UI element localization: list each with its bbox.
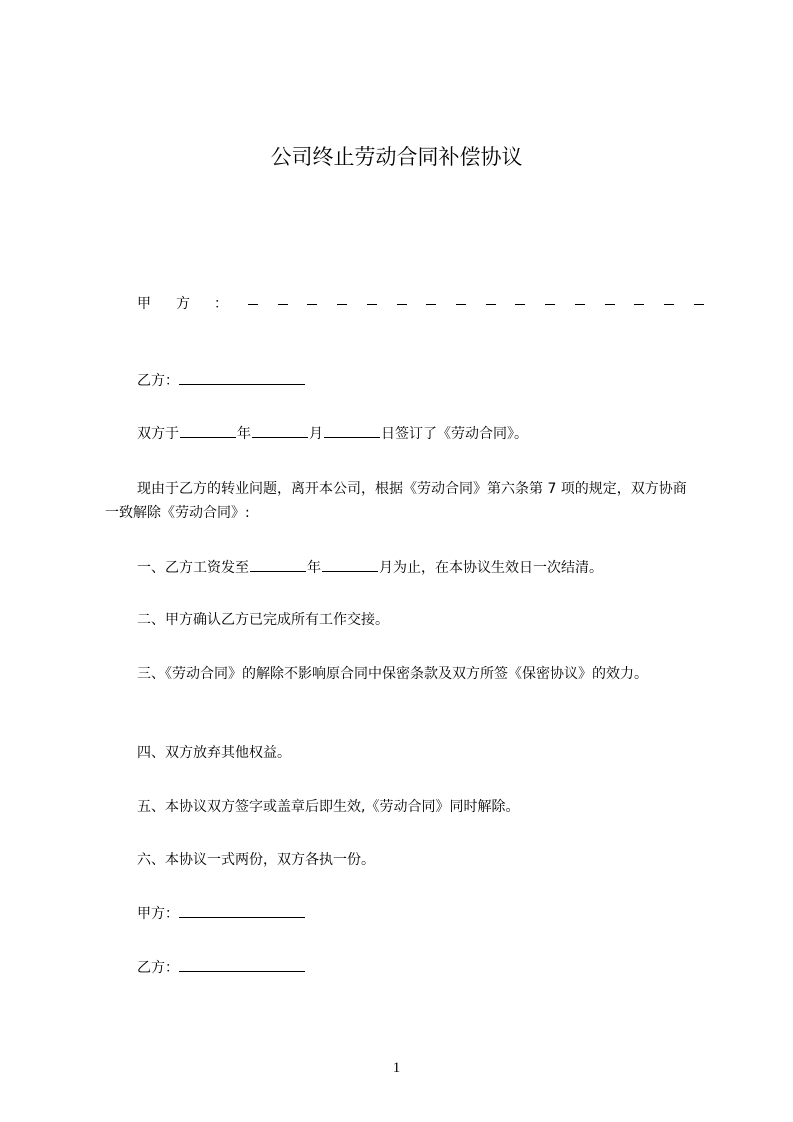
signing-year-blank bbox=[180, 423, 236, 438]
document-title: 公司终止劳动合同补偿协议 bbox=[270, 145, 523, 169]
clause-1-month-blank bbox=[322, 557, 378, 572]
clause-1-prefix: 一、乙方工资发至 bbox=[137, 560, 249, 576]
party-a-colon: ： bbox=[214, 296, 228, 312]
signature-party-a-label: 甲方： bbox=[137, 906, 179, 922]
clause-1-suffix: 月为止，在本协议生效日一次结清。 bbox=[379, 560, 603, 576]
signing-year-label: 年 bbox=[237, 426, 251, 442]
signature-party-b-label: 乙方： bbox=[137, 960, 179, 976]
clause-1-year-label: 年 bbox=[307, 560, 321, 576]
clause-4: 四、双方放弃其他权益。 bbox=[137, 745, 291, 761]
signing-month-blank bbox=[252, 423, 308, 438]
signing-month-label: 月 bbox=[309, 426, 323, 442]
clause-1 bbox=[137, 556, 603, 580]
signing-line bbox=[137, 422, 528, 446]
clause-2: 二、甲方确认乙方已完成所有工作交接。 bbox=[137, 612, 389, 628]
signature-party-a bbox=[137, 902, 305, 926]
party-b-label: 乙方： bbox=[137, 373, 179, 389]
party-b-line bbox=[137, 369, 305, 393]
reason-paragraph: 现由于乙方的转业问题，离开本公司，根据《劳动合同》第六条第 7 项的规定，双方协商一致解除《劳动合同》: bbox=[105, 481, 687, 521]
signing-prefix: 双方于 bbox=[137, 426, 179, 442]
clause-1-year-blank bbox=[250, 557, 306, 572]
clause-3: 三、《劳动合同》的解除不影响原合同中保密条款及双方所签《保密协议》的效力。 bbox=[137, 666, 648, 682]
party-a-dashed-blank bbox=[248, 304, 704, 306]
party-a-char-1: 甲 bbox=[137, 296, 151, 312]
signature-party-b-blank bbox=[179, 957, 305, 972]
party-b-blank bbox=[179, 370, 305, 385]
clause-6: 六、本协议一式两份，双方各执一份。 bbox=[137, 852, 375, 868]
signature-party-b bbox=[137, 956, 305, 980]
clause-5: 五、本协议双方签字或盖章后即生效,《劳动合同》同时解除。 bbox=[137, 799, 520, 815]
signing-suffix: 日签订了《劳动合同》。 bbox=[381, 426, 528, 442]
signing-day-blank bbox=[324, 423, 380, 438]
page-number: 1 bbox=[392, 1060, 401, 1076]
signature-party-a-blank bbox=[179, 903, 305, 918]
party-a-char-2: 方 bbox=[176, 296, 190, 312]
